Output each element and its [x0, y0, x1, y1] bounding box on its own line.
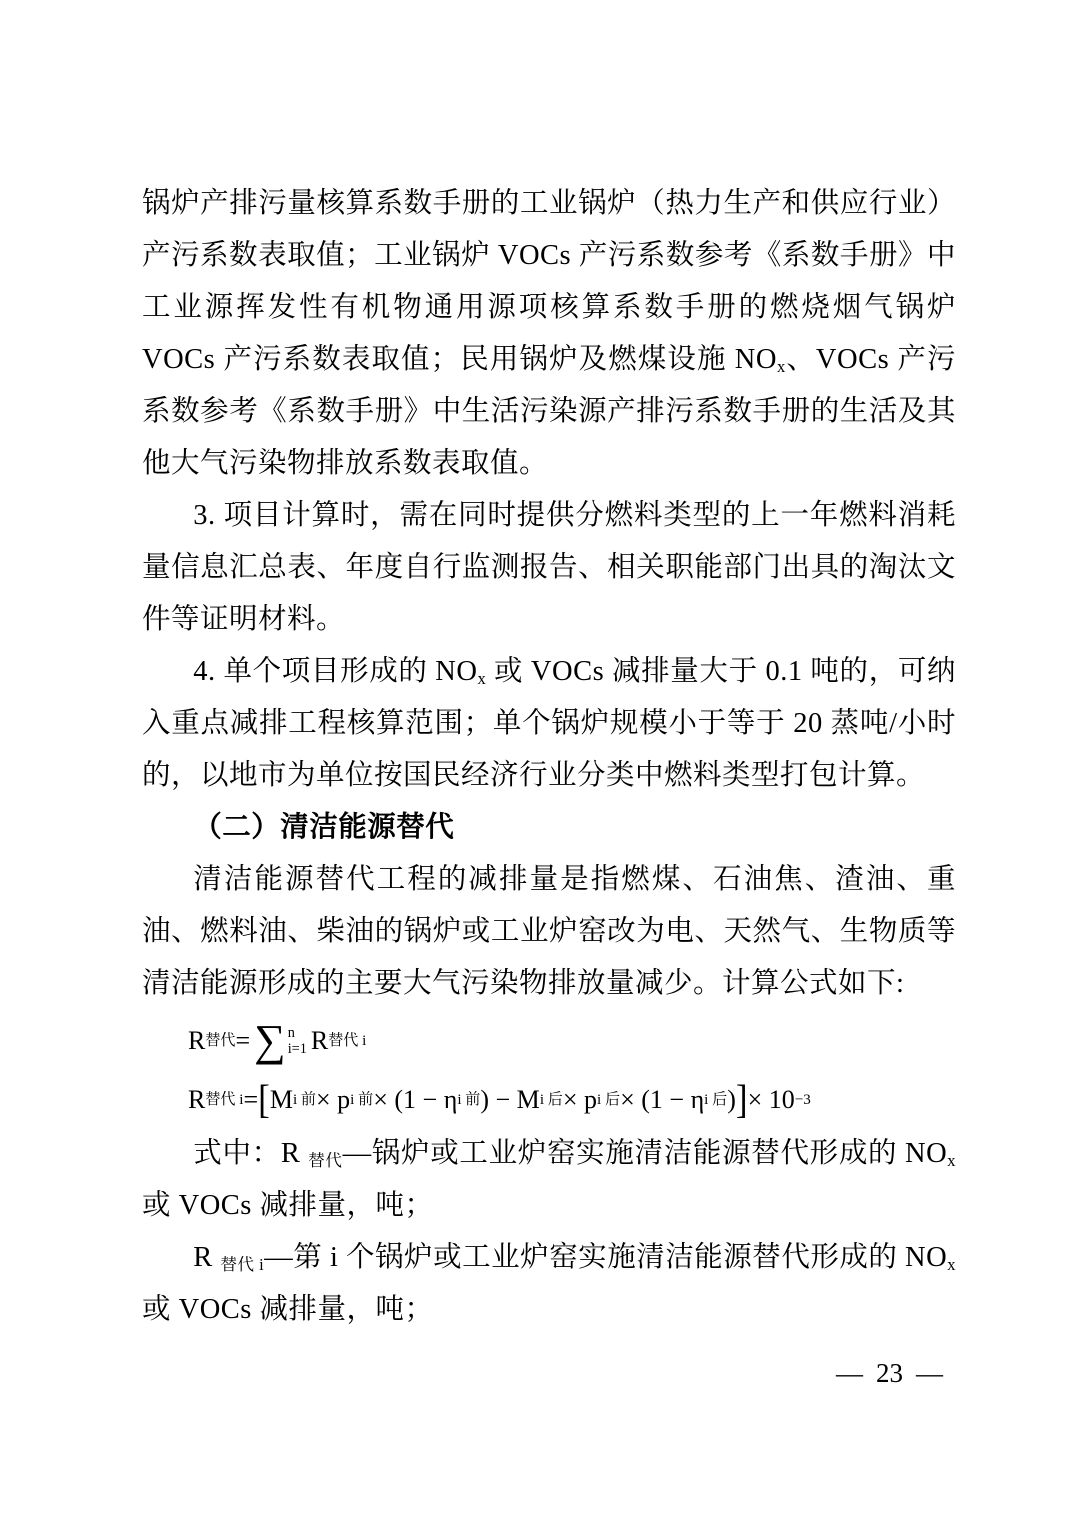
- text-run: 或 VOCs 减排量大于 0.1 吨的，可纳入重点减排工程核算范围；单个锅炉规模小于等于 20 蒸吨/小时的，以地市为单位按国民经济行业分类中燃料类型打包计算。: [142, 656, 956, 791]
- text-run: 或 VOCs 减排量，吨；: [142, 1190, 434, 1221]
- subscript: x: [947, 1151, 956, 1171]
- text-run: 、VOCs 产污系数参考《系数手册》中生活污染源产排污系数手册的生活及其他大气污染物排放系数表取值。: [142, 344, 956, 479]
- text-run: 3. 项目计算时，需在同时提供分燃料类型的上一年燃料消耗量信息汇总表、年度自行监测报告、相关职能部门出具的淘汰文件等证明材料。: [142, 500, 956, 635]
- subscript: x: [947, 1255, 956, 1275]
- formula-total-reduction: R 替代 = ∑ n i=1 R 替代 i: [142, 1010, 956, 1072]
- text-run: × p: [562, 1085, 598, 1114]
- text-run: R: [188, 1026, 206, 1055]
- paragraph-factor-tables: [142, 178, 956, 490]
- subscript: x: [477, 669, 487, 689]
- text-run: ): [727, 1085, 736, 1114]
- sigma-glyph: ∑: [254, 1015, 286, 1065]
- text-run: 锅炉产排污量核算系数手册的工业锅炉（热力生产和供应行业）产污系数表取值；工业锅炉 VOCs 产污系数参考《系数手册》中工业源挥发性有机物通用源项核算系数手册的燃烧烟气锅炉 VOCs 产污系数表取值；民用锅炉及燃煤设施 NO: [142, 188, 956, 375]
- paragraph-item-3: [142, 490, 956, 646]
- document-body: [142, 178, 956, 1336]
- text-run: × p: [316, 1085, 351, 1114]
- text-run: ) − M: [480, 1085, 540, 1114]
- page-number-value: 23: [876, 1358, 903, 1388]
- sum-lower-limit: i=1: [287, 1040, 307, 1057]
- text-run: 清洁能源替代工程的减排量是指燃煤、石油焦、渣油、重油、燃料油、柴油的锅炉或工业炉窑改为电、天然气、生物质等清洁能源形成的主要大气污染物排放量减少。计算公式如下:: [142, 864, 956, 999]
- text-run: M: [269, 1085, 293, 1114]
- text-run: =: [235, 1026, 251, 1055]
- paragraph-item-4: [142, 646, 956, 802]
- page-number-dash-right: —: [916, 1358, 943, 1388]
- text-run: —锅炉或工业炉窑实施清洁能源替代形成的 NO: [342, 1138, 948, 1169]
- formula-per-unit: R 替代 i = [ M i 前 × p i 前 × (1 − η i 前 ) − M i 后 × p i 后 × (1 − η i 后 ) ] × 10 −3: [142, 1072, 956, 1128]
- section-heading-clean-energy: [142, 802, 956, 854]
- sum-upper-limit: n: [287, 1024, 295, 1041]
- subscript: 替代: [308, 1151, 343, 1171]
- text-run: × (1 − η: [620, 1085, 705, 1114]
- subscript: x: [776, 357, 786, 377]
- paragraph-legend-unit: [142, 1232, 956, 1336]
- paragraph-clean-energy-intro: [142, 854, 956, 1010]
- text-run: R: [310, 1026, 329, 1055]
- text-run: （二）清洁能源替代: [193, 812, 455, 843]
- text-run: 或 VOCs 减排量，吨；: [142, 1294, 434, 1325]
- text-run: =: [243, 1085, 259, 1114]
- text-run: 式中：R: [193, 1138, 309, 1169]
- page-number: [836, 1356, 943, 1390]
- text-run: × (1 − η: [373, 1085, 458, 1114]
- page-number-dash-left: —: [836, 1358, 863, 1388]
- text-run: —第 i 个锅炉或工业炉窑实施清洁能源替代形成的 NO: [264, 1242, 948, 1273]
- paragraph-legend-total: [142, 1128, 956, 1232]
- text-run: R: [188, 1085, 206, 1114]
- text-run: R: [193, 1242, 221, 1273]
- text-run: 4. 单个项目形成的 NO: [193, 656, 478, 687]
- text-run: ]: [735, 1077, 748, 1122]
- text-run: [: [258, 1077, 270, 1122]
- subscript: 替代 i: [220, 1255, 265, 1275]
- summation-symbol: [254, 1015, 307, 1065]
- text-run: × 10: [747, 1085, 795, 1114]
